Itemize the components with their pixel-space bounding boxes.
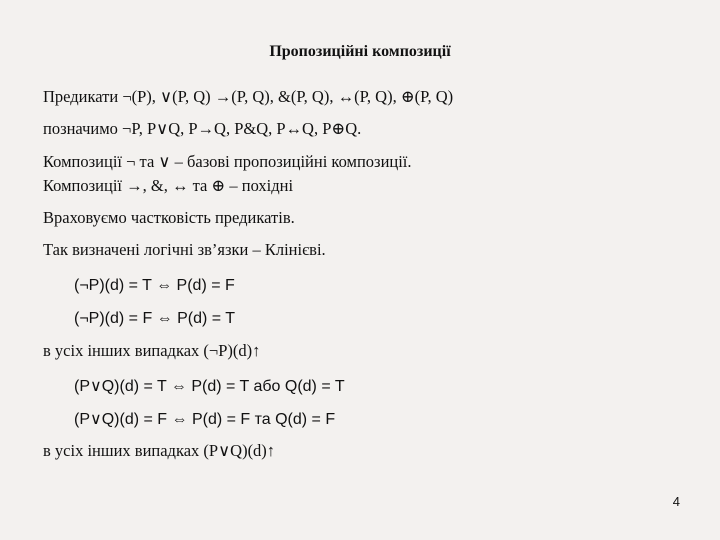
notation-line: позначимо ¬P, P∨Q, P→Q, P&Q, P↔Q, P⊕Q. bbox=[43, 119, 362, 138]
slide-title: Пропозиційні композиції bbox=[269, 43, 451, 60]
basic-compositions-line: Композиції ¬ та ∨ – базові пропозиційні композиції. bbox=[43, 152, 412, 171]
disjunction-true-rule: (P∨Q)(d) = T ⇔ P(d) = T або Q(d) = T bbox=[74, 378, 345, 395]
disjunction-false-rule: (P∨Q)(d) = F ⇔ P(d) = F та Q(d) = F bbox=[74, 411, 336, 428]
negation-other-rule: в усіх інших випадках (¬P)(d)↑ bbox=[43, 341, 261, 360]
page-number: 4 bbox=[672, 494, 680, 509]
disjunction-other-rule: в усіх інших випадках (P∨Q)(d)↑ bbox=[43, 441, 276, 460]
negation-false-rule: (¬P)(d) = F ⇔ P(d) = T bbox=[74, 310, 236, 327]
predicates-line: Предикати ¬(P), ∨(P, Q) →(P, Q), &(P, Q), ↔(P, Q), ⊕(P, Q) bbox=[43, 87, 454, 106]
partiality-line: Враховуємо частковість предикатів. bbox=[43, 208, 295, 227]
derived-compositions-line: Композиції →, &, ↔ та ⊕ – похідні bbox=[43, 176, 294, 195]
kleene-line: Так визначені логічні зв’язки – Клінієві. bbox=[43, 240, 326, 259]
negation-true-rule: (¬P)(d) = T ⇔ P(d) = F bbox=[74, 277, 235, 294]
